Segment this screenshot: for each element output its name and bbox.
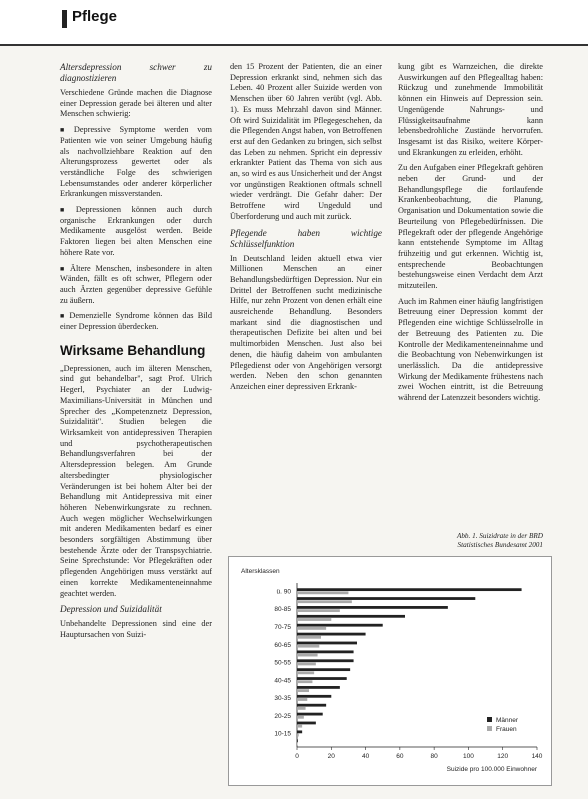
bar-frauen: [297, 680, 312, 683]
suicide-rate-chart: [228, 556, 552, 786]
paragraph: Auch im Rahmen einer häufig langfristigen Betreuung einer Depression kommt der Pflegenden eine wichtige Schlüsselrolle in der Betreuung des Patienten zu. Die Kontrolle der Medikamenteneinnahme und die Beobachtung von Nebenwirkungen ist unerlässlich. Da die antidepressive Wirkung der Medikamente frühestens nach zwei Wochen eintritt, ist die Betreuung während der Latenzzeit besonders wichtig.: [398, 296, 543, 403]
y-tick-label: 30-35: [274, 695, 291, 703]
y-tick-label: 60-65: [274, 641, 291, 649]
x-tick-label: 100: [462, 753, 474, 760]
x-tick-label: 80: [430, 753, 438, 760]
chart-svg: [229, 557, 551, 785]
bar-männer: [297, 686, 340, 689]
bar-frauen: [297, 689, 309, 692]
column-middle: [230, 62, 382, 398]
paragraph: In Deutschland leiden aktuell etwa vier Millionen Menschen an einer Behandlungsbedürftigen Depression. Nur ein Drittel der Betroffenen sucht medizinische Hilfe, nur zehn Prozent von denen erhält eine ausreichende Behandlung. Besonders markant sind die diagnostischen und therapeutischen Defizite bei alten und bei multimorbiden Menschen. Just also bei denen, die häufig daheim von ambulanten Pflegedienst oder von Angehörigen versorgt werden. Neben den schon genannten Anzeichen einer depressiven Erkrank-: [230, 253, 382, 391]
x-tick-label: 40: [361, 753, 370, 760]
bar-frauen: [297, 609, 340, 612]
legend-swatch: [487, 726, 492, 731]
legend-label: Frauen: [496, 726, 517, 733]
bar-frauen: [297, 671, 314, 674]
bar-frauen: [297, 627, 326, 630]
y-tick-label: 20-25: [274, 712, 291, 720]
bar-frauen: [297, 636, 321, 639]
x-axis-label: Suizide pro 100.000 Einwohner: [446, 766, 537, 773]
paragraph: Unbehandelte Depressionen sind eine der Hauptursachen von Suizi-: [60, 619, 212, 639]
bar-männer: [297, 588, 522, 591]
y-tick-label: ü. 90: [276, 588, 291, 596]
column-right: [398, 62, 543, 409]
paragraph: Verschiedene Gründe machen die Diagnose einer Depression gerade bei älteren und alter Menschen schwierig:: [60, 88, 212, 119]
bar-männer: [297, 739, 298, 742]
caption-source: Statistisches Bundesamt 2001: [457, 541, 543, 549]
bullet-text: Depressive Symptome werden vom Patienten wie von seiner Umgebung häufig als nachvollziehbare Reaktion auf den Alterungsprozess gewertet oder als verständliche Folge des schwierigen Lebensumstandes oder anderer körperlicher Erkrankungen missverstanden.: [60, 125, 212, 199]
y-tick-label: 50-55: [274, 659, 291, 667]
y-tick-label: 40-45: [274, 677, 291, 685]
bar-männer: [297, 624, 383, 627]
x-tick-label: 0: [295, 753, 299, 760]
bar-männer: [297, 633, 366, 636]
subheading-key-function: Pflegende haben wichtige Schlüsselfunktion: [230, 227, 382, 249]
bar-männer: [297, 704, 326, 707]
chart-title: Altersklassen: [241, 568, 280, 575]
bar-frauen: [297, 618, 331, 621]
bar-frauen: [297, 707, 306, 710]
section-marker: [62, 10, 67, 28]
paragraph: kung gibt es Warnzeichen, die direkte Auswirkungen auf den Pflegealltag haben: Rückzug und zunehmende Immobilität können ein Hinweis auf Depression sein. Ungenügende Nahrungs- und Flüssigkeitsaufnahme kann lebensbedrohliche Zustände hervorrufen. Insgesamt ist das Risiko, weitere Körper- und Ekrankungen zu erleiden, erhöht.: [398, 62, 543, 157]
bar-frauen: [297, 663, 316, 666]
bar-frauen: [297, 600, 352, 603]
bar-frauen: [297, 725, 302, 728]
bar-frauen: [297, 734, 299, 737]
bar-männer: [297, 650, 354, 653]
paragraph: „Depressionen, auch im älteren Menschen, sind gut behandelbar", sagt Prof. Ulrich Hegerl, Psychiater an der Ludwig-Maximilians-Universität in München und Sprecher des „Kompetenznetz Depression, Suizidalität". Studien belegen die Wirksamkeit von antidepressiven Therapien und psychotherapeutischen Behandlungsverfahren bei der Altersdepression belegen. Am Grunde altersbedingter physiologischer Veränderungen ist bei hohem Alter bei der Behandlung mit Antidepressiva mit einer höheren Nebenwirkungsrate zu rechnen. Auch wegen möglicher Wechselwirkungen mit anderen Medikamenten bedarf es einer besonders sorgfältigen Abstimmung über bestehende Ärzte oder der Transpsychiatrie. Seine Sprechstunde: Vor Pflegekräften oder pflegenden Angehörigen muss verstärkt auf einen korrekte Medikamenteneinnahme geachtet werden.: [60, 363, 212, 598]
subheading-suicidality: Depression und Suizidalität: [60, 604, 162, 615]
bullet-item: [60, 264, 212, 307]
bar-männer: [297, 668, 350, 671]
x-tick-label: 120: [497, 753, 509, 760]
y-tick-label: 80-85: [274, 606, 291, 614]
y-tick-label: 10-15: [274, 730, 291, 738]
bullet-text: Depressionen können auch durch organische Erkrankungen oder durch Medikamente ausgelöst werden. Beide Faktoren liegen bei alten Menschen eine höhere Rate vor.: [60, 205, 213, 257]
bar-frauen: [297, 698, 307, 701]
bullet-item: [60, 311, 212, 332]
bar-männer: [297, 615, 405, 618]
x-tick-label: 20: [327, 753, 335, 760]
bar-männer: [297, 677, 347, 680]
bar-männer: [297, 642, 357, 645]
caption-title: Abb. 1. Suizidrate in der BRD: [456, 532, 543, 540]
column-left: [60, 62, 212, 646]
bar-männer: [297, 713, 323, 716]
figure-caption: [398, 532, 543, 550]
bullet-item: [60, 205, 212, 259]
page-header: [0, 0, 588, 46]
x-tick-label: 60: [396, 753, 404, 760]
bar-frauen: [297, 591, 348, 594]
legend-swatch: [487, 717, 492, 722]
bullet-item: [60, 125, 212, 200]
y-tick-label: 70-75: [274, 624, 291, 631]
bullet-text: Demenzielle Syndrome können das Bild einer Depression überdecken.: [60, 311, 212, 332]
bar-männer: [297, 597, 475, 600]
paragraph: den 15 Prozent der Patienten, die an einer Depression erkrankt sind, nehmen sich das Leben. 40 Prozent aller Suizide werden von Menschen über 60 Jahren verübt (vgl. Abb. 1). Es muss Mehrzahl davon sind Männer. Oft wird Suizidalität im Pflegegeschehen, da die Pflegenden Angst haben, von Betroffenen erst auf den Gedanken zu bringen, sich selbst das Leben zu nehmen. Spricht ein depressiv erkrankter Patient das Thema von sich aus an, so wird es aus Unsicherheit und der Angst vor ungünstigen Reaktionen oftmals schnell wieder verdrängt. Die Gefahr daher: Der Betroffene wird Ungeduld und Überforderung und auch mit zurück.: [230, 62, 382, 221]
paragraph: Zu den Aufgaben einer Pflegekraft gehören neben der Grund- und der Behandlungspflege die fortlaufende Krankenbeobachtung, die Planung, Organisation und Dokumentation sowie die Beurteilung von Pflegebedürfnissen. Die Pflegekraft oder der pflegende Angehörige kann entstehende Symptome im Alltag frühzeitig und gut erkennen. Wichtig ist, entsprechende Beobachtungen bestehungsweise einen Verdacht dem Arzt mitzuteilen.: [398, 163, 543, 291]
bar-männer: [297, 606, 448, 609]
section-title: Pflege: [72, 8, 118, 25]
x-tick-label: 140: [531, 753, 543, 760]
heading-treatment: Wirksame Behandlung: [60, 342, 206, 358]
bullet-text: Ältere Menschen, insbesondere in alten Wänden, fällt es oft schwer, Pflegern oder auch Ärzten gegenüber depressive Gefühle zu äußern.: [60, 263, 212, 305]
bar-frauen: [297, 645, 319, 648]
bar-frauen: [297, 743, 298, 746]
bar-männer: [297, 730, 302, 733]
bar-frauen: [297, 716, 304, 719]
bar-männer: [297, 722, 316, 725]
bar-männer: [297, 695, 331, 698]
subheading-diagnosis: Altersdepression schwer zu diagnostizieren: [60, 62, 212, 83]
bar-männer: [297, 659, 354, 662]
legend-label: Männer: [496, 717, 519, 724]
bar-frauen: [297, 654, 318, 657]
